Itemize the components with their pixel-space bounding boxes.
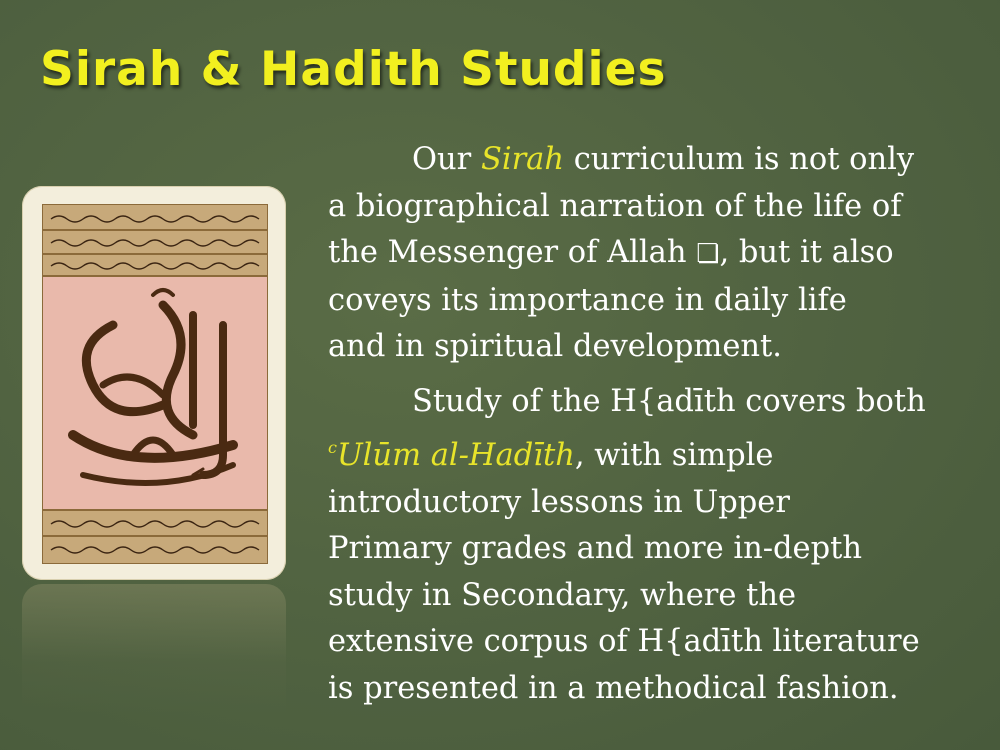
sirah-highlight: Sirah: [480, 142, 564, 177]
p2-line1: Study of the H{adīth covers both: [412, 383, 926, 419]
p1-line1-rest: curriculum is not only: [573, 142, 915, 177]
p1-line2: a biographical narration of the life of: [328, 188, 902, 224]
calligraphy-artwork: [42, 204, 268, 564]
image-reflection: [22, 584, 286, 714]
slide-body: [328, 137, 988, 712]
calligraphy-icon: [43, 205, 267, 563]
p1-line4: coveys its importance in daily life: [328, 282, 847, 318]
paragraph-hadith: [328, 379, 988, 713]
p1-line3-rest: , but it also: [719, 235, 894, 270]
p1-line5: and in spiritual development.: [328, 329, 783, 364]
p1-line3-start: the Messenger of Allah: [328, 235, 687, 270]
honorific-icon: ❏: [696, 239, 720, 269]
p1-lead: Our: [412, 142, 472, 177]
superscript-c: c: [328, 438, 337, 457]
slide-title: Sirah & Hadith Studies: [40, 42, 667, 97]
p2-line5: study in Secondary, where the: [328, 577, 797, 613]
p2-line6: extensive corpus of H{adīth literature: [328, 624, 920, 659]
ulum-highlight: Ulūm al-Hadīth: [336, 438, 575, 473]
p2-line3: introductory lessons in Upper: [328, 484, 790, 520]
p2-line2-rest: , with simple: [574, 438, 774, 473]
calligraphy-image: [22, 186, 286, 580]
p2-line7: is presented in a methodical fashion.: [328, 670, 899, 706]
p2-line4: Primary grades and more in-depth: [328, 531, 863, 566]
paragraph-sirah: [328, 137, 988, 371]
